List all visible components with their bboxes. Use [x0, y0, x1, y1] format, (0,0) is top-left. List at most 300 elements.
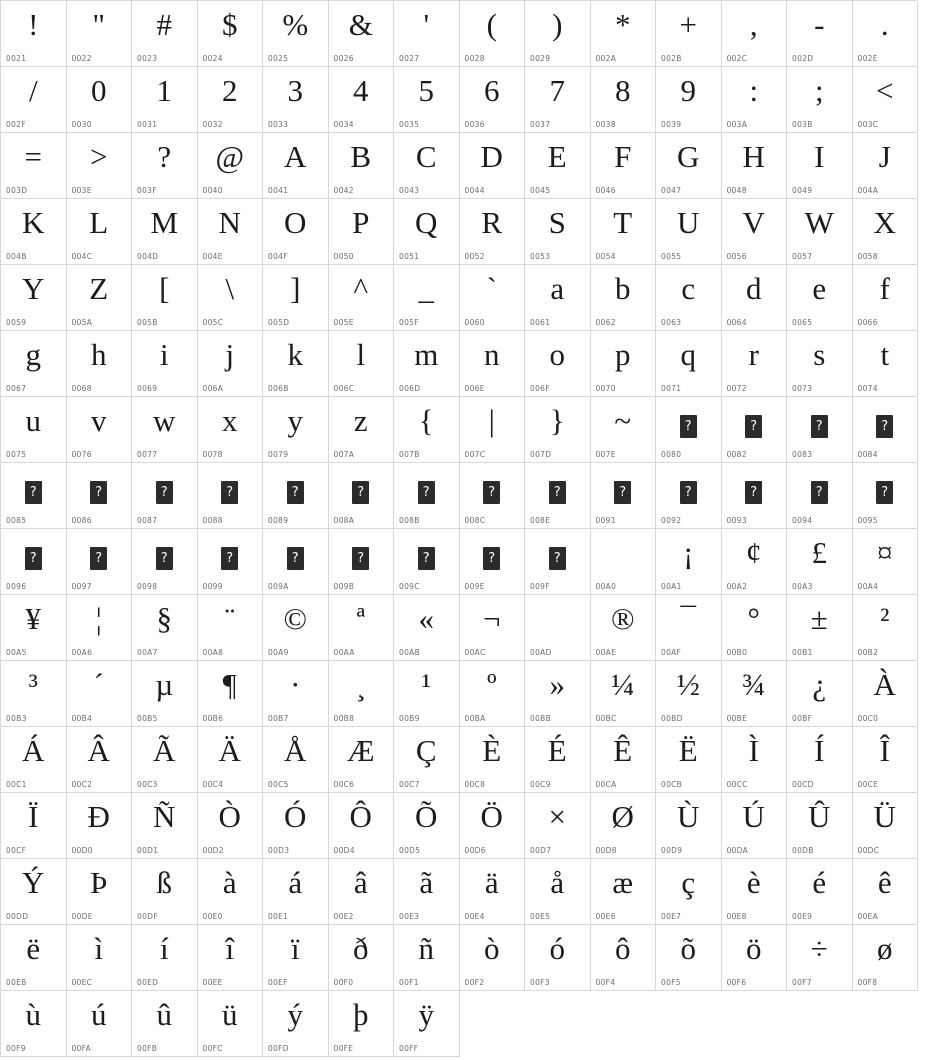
glyph-cell[interactable]: [263, 133, 329, 199]
glyph-codepoint-label: 0066: [857, 318, 878, 327]
glyph-cell[interactable]: [132, 727, 198, 793]
glyph-cell[interactable]: [591, 727, 657, 793]
glyph-cell[interactable]: [1, 925, 67, 991]
glyph-cell[interactable]: [787, 199, 853, 265]
glyph-cell[interactable]: [132, 265, 198, 331]
glyph-cell[interactable]: [591, 661, 657, 727]
glyph-cell[interactable]: [722, 1, 788, 67]
glyph-codepoint-label: 0041: [268, 186, 289, 195]
glyph-cell[interactable]: [198, 397, 264, 463]
glyph-cell[interactable]: [787, 265, 853, 331]
glyph-cell[interactable]: [853, 67, 919, 133]
glyph-character: Ó: [284, 799, 307, 834]
glyph-cell[interactable]: [394, 397, 460, 463]
glyph-cell[interactable]: [787, 661, 853, 727]
glyph-codepoint-label: 00B3: [6, 714, 27, 723]
glyph-cell[interactable]: [263, 595, 329, 661]
glyph-cell[interactable]: [198, 595, 264, 661]
glyph-cell[interactable]: [263, 199, 329, 265]
glyph-cell[interactable]: [67, 133, 133, 199]
glyph-cell[interactable]: [656, 1, 722, 67]
glyph-character: ): [552, 7, 563, 42]
glyph-cell[interactable]: [263, 67, 329, 133]
glyph-cell[interactable]: [853, 529, 919, 595]
glyph-cell[interactable]: [853, 133, 919, 199]
glyph-codepoint-label: 007C: [464, 450, 486, 459]
glyph-cell[interactable]: [787, 67, 853, 133]
glyph-cell[interactable]: [394, 595, 460, 661]
glyph-cell[interactable]: [329, 661, 395, 727]
glyph-character: E: [547, 139, 567, 174]
glyph-cell[interactable]: [591, 529, 657, 595]
glyph-cell[interactable]: [329, 925, 395, 991]
glyph-cell[interactable]: [198, 265, 264, 331]
glyph-cell[interactable]: [263, 661, 329, 727]
glyph-cell[interactable]: [329, 133, 395, 199]
glyph-cell[interactable]: [67, 67, 133, 133]
glyph-codepoint-label: 00B2: [857, 648, 879, 657]
glyph-cell[interactable]: [591, 859, 657, 925]
glyph-cell[interactable]: [591, 67, 657, 133]
glyph-cell[interactable]: [132, 331, 198, 397]
glyph-cell[interactable]: [67, 265, 133, 331]
missing-glyph-box: ?: [221, 481, 238, 504]
glyph-cell[interactable]: [394, 331, 460, 397]
glyph-codepoint-label: 0084: [857, 450, 878, 459]
glyph-cell[interactable]: [394, 133, 460, 199]
glyph-cell[interactable]: [67, 991, 133, 1057]
glyph-cell[interactable]: [67, 1, 133, 67]
glyph-cell[interactable]: [198, 1, 264, 67]
glyph-codepoint-label: 006A: [202, 384, 224, 393]
glyph-cell[interactable]: [525, 331, 591, 397]
glyph-cell[interactable]: [525, 661, 591, 727]
glyph-codepoint-label: 00A6: [71, 648, 93, 657]
glyph-codepoint-label: 00EA: [857, 912, 879, 921]
glyph-character: Õ: [415, 799, 438, 834]
glyph-cell[interactable]: [787, 397, 853, 463]
glyph-character: ³: [28, 667, 38, 702]
glyph-cell[interactable]: [853, 331, 919, 397]
glyph-cell[interactable]: [132, 991, 198, 1057]
glyph-codepoint-label: 002D: [792, 54, 814, 63]
glyph-character: ¼: [611, 667, 635, 702]
glyph-codepoint-label: 0080: [661, 450, 682, 459]
glyph-codepoint-label: 008E: [530, 516, 551, 525]
glyph-cell[interactable]: [787, 529, 853, 595]
glyph-cell[interactable]: [1, 727, 67, 793]
glyph-character: Í: [814, 733, 825, 768]
glyph-cell[interactable]: [1, 265, 67, 331]
glyph-cell[interactable]: [1, 331, 67, 397]
glyph-cell[interactable]: [132, 1, 198, 67]
glyph-cell[interactable]: [263, 859, 329, 925]
glyph-cell[interactable]: [263, 991, 329, 1057]
glyph-cell[interactable]: [67, 859, 133, 925]
glyph-cell[interactable]: [722, 859, 788, 925]
glyph-cell[interactable]: [460, 661, 526, 727]
glyph-cell[interactable]: [853, 1, 919, 67]
glyph-cell[interactable]: [460, 727, 526, 793]
glyph-character: J: [878, 139, 891, 174]
glyph-cell[interactable]: [1, 199, 67, 265]
glyph-cell[interactable]: [591, 133, 657, 199]
glyph-character: <: [876, 73, 894, 108]
glyph-character: .: [880, 7, 889, 42]
glyph-cell[interactable]: [460, 67, 526, 133]
glyph-cell[interactable]: [787, 1, 853, 67]
glyph-cell[interactable]: [460, 331, 526, 397]
glyph-cell[interactable]: [656, 925, 722, 991]
glyph-cell[interactable]: [394, 1, 460, 67]
glyph-codepoint-label: 0049: [792, 186, 813, 195]
missing-glyph-icon: [1, 533, 66, 573]
glyph-character: ¢: [746, 535, 762, 570]
glyph-cell[interactable]: [656, 199, 722, 265]
glyph-cell[interactable]: [198, 991, 264, 1057]
glyph-codepoint-label: 00CD: [792, 780, 814, 789]
glyph-codepoint-label: 00A3: [792, 582, 813, 591]
glyph-cell[interactable]: [1, 859, 67, 925]
glyph-cell[interactable]: [132, 529, 198, 595]
glyph-codepoint-label: 00A1: [661, 582, 682, 591]
glyph-cell[interactable]: [853, 793, 919, 859]
glyph-cell[interactable]: [329, 991, 395, 1057]
glyph-cell[interactable]: [329, 265, 395, 331]
glyph-codepoint-label: 00BB: [530, 714, 552, 723]
glyph-cell[interactable]: [787, 925, 853, 991]
glyph-cell[interactable]: [67, 529, 133, 595]
glyph-cell[interactable]: [67, 199, 133, 265]
glyph-cell[interactable]: [591, 331, 657, 397]
glyph-cell[interactable]: [67, 793, 133, 859]
glyph-codepoint-label: 0099: [202, 582, 223, 591]
glyph-cell[interactable]: [460, 463, 526, 529]
glyph-cell[interactable]: [67, 331, 133, 397]
missing-glyph-icon: [853, 467, 918, 507]
glyph-cell[interactable]: [656, 859, 722, 925]
glyph-codepoint-label: 00AB: [399, 648, 421, 657]
glyph-cell[interactable]: [460, 859, 526, 925]
glyph-cell[interactable]: [132, 397, 198, 463]
glyph-cell[interactable]: [787, 133, 853, 199]
glyph-cell[interactable]: [394, 661, 460, 727]
glyph-cell[interactable]: [460, 793, 526, 859]
glyph-cell[interactable]: [591, 463, 657, 529]
glyph-cell[interactable]: [263, 529, 329, 595]
missing-glyph-box: ?: [549, 481, 566, 504]
glyph-cell[interactable]: [394, 67, 460, 133]
glyph-cell[interactable]: [787, 727, 853, 793]
glyph-cell[interactable]: [67, 661, 133, 727]
glyph-codepoint-label: 0094: [792, 516, 813, 525]
glyph-cell[interactable]: [656, 331, 722, 397]
glyph-codepoint-label: 00EF: [268, 978, 288, 987]
glyph-cell[interactable]: [394, 529, 460, 595]
glyph-codepoint-label: 00A8: [202, 648, 224, 657]
glyph-cell[interactable]: [656, 463, 722, 529]
glyph-cell[interactable]: [132, 793, 198, 859]
glyph-cell[interactable]: [787, 331, 853, 397]
glyph-cell[interactable]: [853, 463, 919, 529]
glyph-codepoint-label: 00DB: [792, 846, 814, 855]
missing-glyph-box: ?: [876, 415, 893, 438]
glyph-cell[interactable]: [656, 67, 722, 133]
glyph-character: [: [159, 271, 170, 306]
glyph-codepoint-label: 004A: [857, 186, 879, 195]
glyph-cell[interactable]: [394, 793, 460, 859]
glyph-cell[interactable]: [263, 727, 329, 793]
glyph-cell[interactable]: [198, 199, 264, 265]
glyph-character: ?: [157, 139, 172, 174]
glyph-cell[interactable]: [853, 265, 919, 331]
glyph-character: &: [348, 7, 373, 42]
glyph-cell[interactable]: [394, 727, 460, 793]
glyph-cell[interactable]: [591, 595, 657, 661]
glyph-cell[interactable]: [853, 199, 919, 265]
glyph-cell[interactable]: [525, 727, 591, 793]
glyph-cell[interactable]: [656, 727, 722, 793]
glyph-cell[interactable]: [722, 727, 788, 793]
glyph-cell[interactable]: [329, 331, 395, 397]
glyph-cell[interactable]: [722, 133, 788, 199]
glyph-codepoint-label: 006E: [464, 384, 485, 393]
glyph-character: Ï: [28, 799, 39, 834]
glyph-cell[interactable]: [722, 67, 788, 133]
glyph-character: C: [415, 139, 437, 174]
glyph-codepoint-label: 0075: [6, 450, 27, 459]
glyph-cell[interactable]: [329, 859, 395, 925]
glyph-cell[interactable]: [329, 1, 395, 67]
glyph-codepoint-label: 0034: [333, 120, 354, 129]
glyph-cell[interactable]: [198, 529, 264, 595]
glyph-cell[interactable]: [525, 859, 591, 925]
glyph-cell[interactable]: [329, 595, 395, 661]
glyph-cell[interactable]: [525, 199, 591, 265]
glyph-cell[interactable]: [525, 793, 591, 859]
glyph-cell[interactable]: [722, 397, 788, 463]
glyph-cell[interactable]: [263, 793, 329, 859]
glyph-character: k: [287, 337, 303, 372]
glyph-cell[interactable]: [787, 595, 853, 661]
glyph-cell[interactable]: [525, 397, 591, 463]
glyph-cell[interactable]: [787, 793, 853, 859]
glyph-character: ;: [814, 73, 824, 108]
glyph-cell[interactable]: [722, 595, 788, 661]
glyph-cell[interactable]: [722, 793, 788, 859]
glyph-cell[interactable]: [460, 1, 526, 67]
glyph-character: Þ: [90, 865, 108, 900]
glyph-cell[interactable]: [1, 397, 67, 463]
glyph-cell[interactable]: [198, 67, 264, 133]
glyph-cell[interactable]: [132, 661, 198, 727]
glyph-cell[interactable]: [198, 133, 264, 199]
glyph-cell[interactable]: [132, 133, 198, 199]
glyph-character: ´: [93, 667, 104, 702]
glyph-cell[interactable]: [1, 991, 67, 1057]
glyph-cell[interactable]: [263, 463, 329, 529]
glyph-cell[interactable]: [722, 331, 788, 397]
glyph-cell[interactable]: [329, 67, 395, 133]
glyph-cell[interactable]: [394, 859, 460, 925]
glyph-cell[interactable]: [198, 859, 264, 925]
glyph-cell[interactable]: [329, 529, 395, 595]
glyph-cell[interactable]: [656, 661, 722, 727]
glyph-cell[interactable]: [394, 199, 460, 265]
glyph-codepoint-label: 005F: [399, 318, 419, 327]
glyph-cell[interactable]: [460, 925, 526, 991]
glyph-cell[interactable]: [394, 463, 460, 529]
glyph-codepoint-label: 0087: [137, 516, 158, 525]
glyph-character: õ: [680, 931, 696, 966]
glyph-cell[interactable]: [329, 463, 395, 529]
glyph-cell[interactable]: [656, 793, 722, 859]
glyph-cell[interactable]: [656, 397, 722, 463]
glyph-cell[interactable]: [329, 199, 395, 265]
glyph-cell[interactable]: [656, 595, 722, 661]
glyph-cell[interactable]: [1, 463, 67, 529]
glyph-cell[interactable]: [525, 529, 591, 595]
glyph-cell[interactable]: [853, 595, 919, 661]
glyph-cell[interactable]: [394, 925, 460, 991]
glyph-cell[interactable]: [132, 199, 198, 265]
glyph-cell[interactable]: [591, 199, 657, 265]
glyph-cell[interactable]: [329, 727, 395, 793]
glyph-cell[interactable]: [1, 67, 67, 133]
glyph-character: ©: [283, 601, 308, 636]
glyph-cell[interactable]: [329, 793, 395, 859]
glyph-codepoint-label: 00B0: [726, 648, 748, 657]
glyph-cell[interactable]: [329, 397, 395, 463]
glyph-cell[interactable]: [591, 793, 657, 859]
glyph-cell[interactable]: [394, 265, 460, 331]
glyph-cell[interactable]: [460, 199, 526, 265]
glyph-cell[interactable]: [787, 463, 853, 529]
glyph-character: v: [91, 403, 107, 438]
glyph-cell[interactable]: [525, 925, 591, 991]
glyph-cell[interactable]: [460, 595, 526, 661]
glyph-character: d: [746, 271, 762, 306]
glyph-cell[interactable]: [722, 529, 788, 595]
glyph-cell[interactable]: [263, 265, 329, 331]
glyph-codepoint-label: 0061: [530, 318, 551, 327]
glyph-cell[interactable]: [198, 661, 264, 727]
glyph-codepoint-label: 0083: [792, 450, 813, 459]
glyph-cell[interactable]: [853, 925, 919, 991]
glyph-cell[interactable]: [591, 1, 657, 67]
glyph-character: þ: [353, 997, 369, 1032]
glyph-cell[interactable]: [132, 859, 198, 925]
glyph-cell[interactable]: [525, 67, 591, 133]
glyph-codepoint-label: 002B: [661, 54, 682, 63]
glyph-cell[interactable]: [525, 265, 591, 331]
glyph-cell[interactable]: [198, 463, 264, 529]
glyph-cell[interactable]: [67, 925, 133, 991]
glyph-character: m: [414, 337, 439, 372]
glyph-character: Y: [22, 271, 45, 306]
glyph-cell[interactable]: [67, 727, 133, 793]
glyph-cell[interactable]: [787, 859, 853, 925]
glyph-codepoint-label: 00E9: [792, 912, 813, 921]
glyph-cell[interactable]: [1, 661, 67, 727]
glyph-codepoint-label: 00F3: [530, 978, 550, 987]
glyph-cell[interactable]: [67, 595, 133, 661]
glyph-cell[interactable]: [525, 133, 591, 199]
glyph-cell[interactable]: [263, 925, 329, 991]
glyph-cell[interactable]: [1, 595, 67, 661]
glyph-cell[interactable]: [853, 397, 919, 463]
glyph-cell[interactable]: [722, 265, 788, 331]
glyph-cell[interactable]: [591, 397, 657, 463]
glyph-cell[interactable]: [263, 397, 329, 463]
glyph-cell[interactable]: [591, 925, 657, 991]
glyph-codepoint-label: 002F: [6, 120, 26, 129]
glyph-cell[interactable]: [263, 331, 329, 397]
glyph-cell[interactable]: [198, 331, 264, 397]
glyph-cell[interactable]: [525, 463, 591, 529]
glyph-cell[interactable]: [656, 133, 722, 199]
glyph-character: M: [150, 205, 179, 240]
glyph-cell[interactable]: [263, 1, 329, 67]
glyph-cell[interactable]: [460, 529, 526, 595]
glyph-codepoint-label: 00D8: [595, 846, 617, 855]
glyph-cell[interactable]: [525, 1, 591, 67]
glyph-cell[interactable]: [67, 463, 133, 529]
glyph-character: È: [482, 733, 502, 768]
glyph-character: 3: [287, 73, 303, 108]
glyph-character: ¸: [355, 667, 366, 702]
glyph-codepoint-label: 0078: [202, 450, 223, 459]
glyph-cell[interactable]: [67, 397, 133, 463]
glyph-cell[interactable]: [722, 463, 788, 529]
glyph-cell[interactable]: [198, 727, 264, 793]
glyph-cell[interactable]: [656, 529, 722, 595]
glyph-cell[interactable]: [1, 529, 67, 595]
glyph-cell[interactable]: [198, 925, 264, 991]
glyph-cell[interactable]: [853, 727, 919, 793]
glyph-cell[interactable]: [132, 595, 198, 661]
glyph-cell[interactable]: [591, 265, 657, 331]
glyph-cell[interactable]: [1, 793, 67, 859]
glyph-character: o: [549, 337, 565, 372]
glyph-cell[interactable]: [722, 925, 788, 991]
glyph-cell[interactable]: [1, 133, 67, 199]
missing-glyph-box: ?: [483, 547, 500, 570]
glyph-cell[interactable]: [132, 67, 198, 133]
glyph-cell[interactable]: [198, 793, 264, 859]
glyph-cell[interactable]: [853, 859, 919, 925]
glyph-codepoint-label: 009A: [268, 582, 289, 591]
glyph-cell[interactable]: [722, 199, 788, 265]
glyph-codepoint-label: 0076: [71, 450, 92, 459]
glyph-codepoint-label: 00D9: [661, 846, 683, 855]
glyph-cell[interactable]: [132, 925, 198, 991]
glyph-cell[interactable]: [853, 661, 919, 727]
glyph-cell[interactable]: [525, 595, 591, 661]
glyph-cell[interactable]: [460, 265, 526, 331]
glyph-cell[interactable]: [656, 265, 722, 331]
glyph-character: ~: [614, 403, 632, 438]
glyph-cell[interactable]: [460, 397, 526, 463]
glyph-cell[interactable]: [394, 991, 460, 1057]
glyph-codepoint-label: 0025: [268, 54, 289, 63]
glyph-cell[interactable]: [1, 1, 67, 67]
glyph-cell[interactable]: [132, 463, 198, 529]
glyph-character: à: [222, 865, 237, 900]
glyph-cell[interactable]: [460, 133, 526, 199]
glyph-cell[interactable]: [722, 661, 788, 727]
glyph-character: g: [25, 337, 41, 372]
